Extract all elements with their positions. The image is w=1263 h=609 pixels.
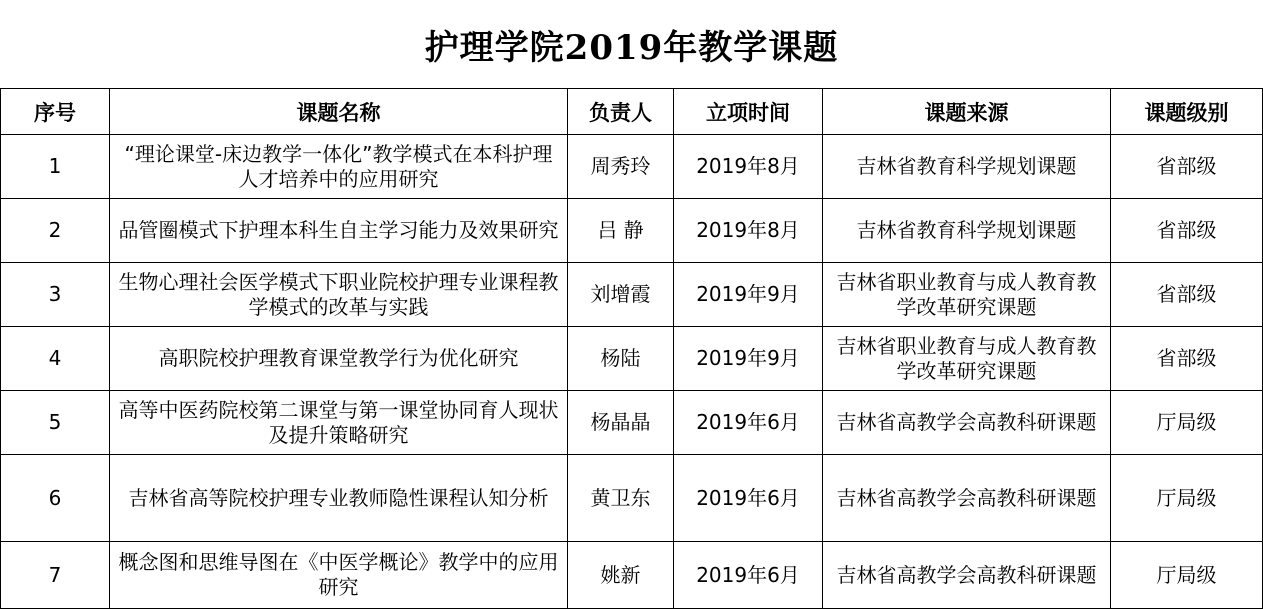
cell-source: 吉林省教育科学规划课题 bbox=[823, 199, 1111, 263]
cell-level: 厅局级 bbox=[1111, 542, 1263, 609]
cell-level: 省部级 bbox=[1111, 135, 1263, 199]
cell-name: 生物心理社会医学模式下职业院校护理专业课程教学模式的改革与实践 bbox=[110, 263, 568, 327]
cell-owner: 杨晶晶 bbox=[568, 391, 674, 455]
table-row bbox=[1, 327, 1263, 391]
cell-source: 吉林省职业教育与成人教育教学改革研究课题 bbox=[823, 327, 1111, 391]
projects-table bbox=[0, 88, 1263, 609]
header-level: 课题级别 bbox=[1111, 89, 1263, 135]
header-name: 课题名称 bbox=[110, 89, 568, 135]
header-source: 课题来源 bbox=[823, 89, 1111, 135]
cell-owner: 周秀玲 bbox=[568, 135, 674, 199]
cell-level: 厅局级 bbox=[1111, 391, 1263, 455]
cell-level: 厅局级 bbox=[1111, 455, 1263, 542]
cell-no: 1 bbox=[1, 135, 110, 199]
page-title: 护理学院2019年教学课题 bbox=[424, 27, 839, 68]
header-owner: 负责人 bbox=[568, 89, 674, 135]
cell-source: 吉林省职业教育与成人教育教学改革研究课题 bbox=[823, 263, 1111, 327]
cell-date: 2019年6月 bbox=[674, 391, 823, 455]
cell-no: 7 bbox=[1, 542, 110, 609]
cell-level: 省部级 bbox=[1111, 263, 1263, 327]
cell-source: 吉林省高教学会高教科研课题 bbox=[823, 391, 1111, 455]
cell-no: 4 bbox=[1, 327, 110, 391]
table-row bbox=[1, 263, 1263, 327]
cell-date: 2019年9月 bbox=[674, 327, 823, 391]
cell-owner: 刘增霞 bbox=[568, 263, 674, 327]
cell-no: 2 bbox=[1, 199, 110, 263]
cell-source: 吉林省教育科学规划课题 bbox=[823, 135, 1111, 199]
table-row bbox=[1, 135, 1263, 199]
cell-source: 吉林省高教学会高教科研课题 bbox=[823, 455, 1111, 542]
cell-name: 品管圈模式下护理本科生自主学习能力及效果研究 bbox=[110, 199, 568, 263]
cell-date: 2019年6月 bbox=[674, 455, 823, 542]
header-no: 序号 bbox=[1, 89, 110, 135]
cell-date: 2019年8月 bbox=[674, 135, 823, 199]
cell-name: 概念图和思维导图在《中医学概论》教学中的应用研究 bbox=[110, 542, 568, 609]
table-row bbox=[1, 542, 1263, 609]
header-date: 立项时间 bbox=[674, 89, 823, 135]
table-row bbox=[1, 391, 1263, 455]
cell-level: 省部级 bbox=[1111, 327, 1263, 391]
cell-no: 5 bbox=[1, 391, 110, 455]
table-row bbox=[1, 455, 1263, 542]
cell-name: 吉林省高等院校护理专业教师隐性课程认知分析 bbox=[110, 455, 568, 542]
cell-owner: 黄卫东 bbox=[568, 455, 674, 542]
cell-no: 6 bbox=[1, 455, 110, 542]
cell-owner: 吕 静 bbox=[568, 199, 674, 263]
cell-level: 省部级 bbox=[1111, 199, 1263, 263]
cell-name: 高等中医药院校第二课堂与第一课堂协同育人现状及提升策略研究 bbox=[110, 391, 568, 455]
cell-no: 3 bbox=[1, 263, 110, 327]
cell-name: 高职院校护理教育课堂教学行为优化研究 bbox=[110, 327, 568, 391]
cell-source: 吉林省高教学会高教科研课题 bbox=[823, 542, 1111, 609]
cell-name: “理论课堂-床边教学一体化”教学模式在本科护理人才培养中的应用研究 bbox=[110, 135, 568, 199]
cell-owner: 姚新 bbox=[568, 542, 674, 609]
table-row bbox=[1, 199, 1263, 263]
cell-date: 2019年6月 bbox=[674, 542, 823, 609]
cell-date: 2019年8月 bbox=[674, 199, 823, 263]
table-header-row bbox=[1, 89, 1263, 135]
cell-date: 2019年9月 bbox=[674, 263, 823, 327]
cell-owner: 杨陆 bbox=[568, 327, 674, 391]
